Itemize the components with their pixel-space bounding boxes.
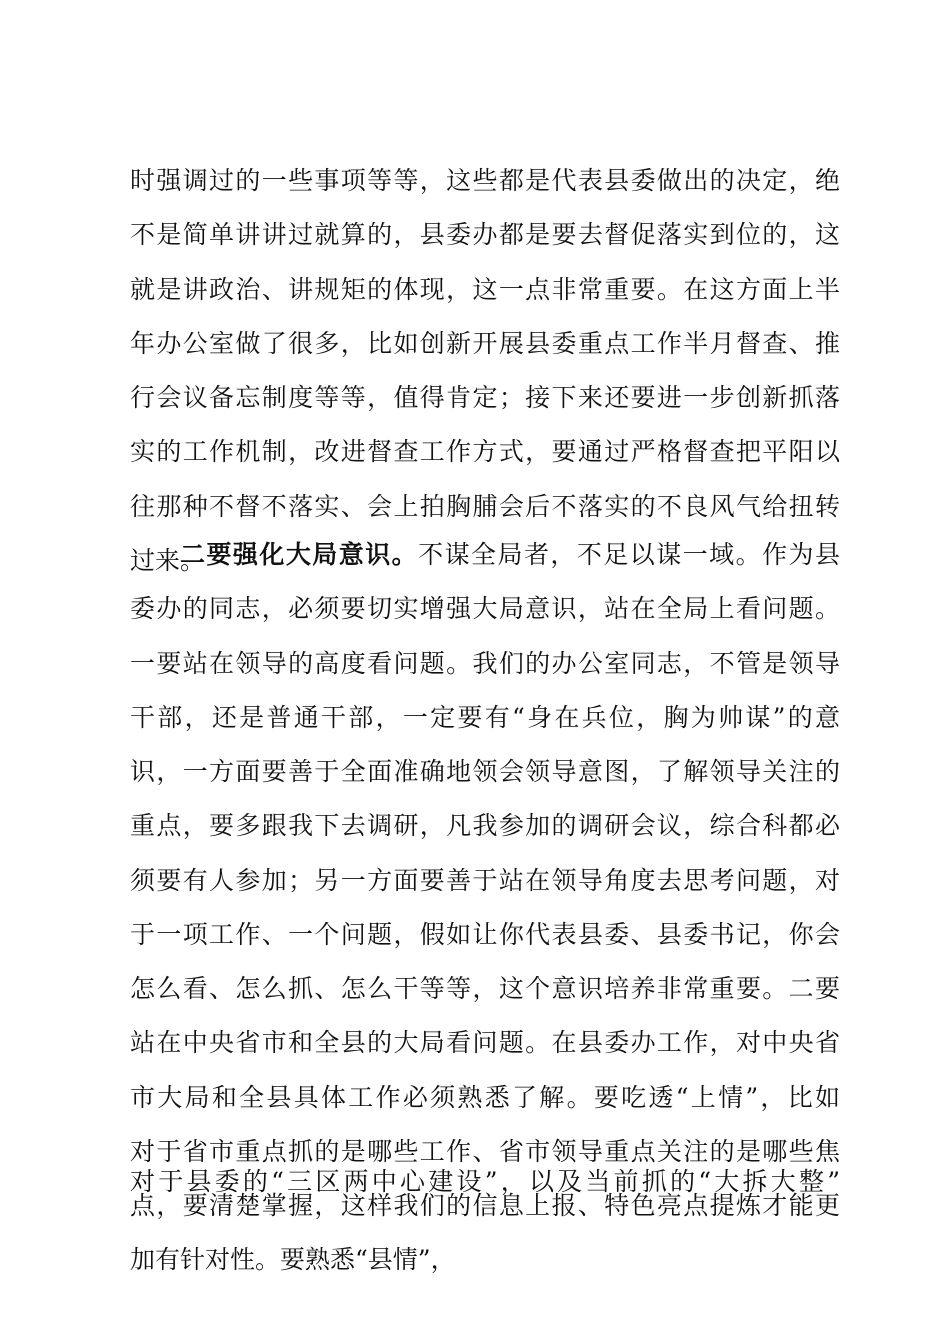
paragraph-line: 怎么看、怎么抓、怎么干等等，这个意识培养非常重要。二要 (130, 974, 840, 1003)
paragraph-line: 于一项工作、一个问题，假如让你代表县委、县委书记，你会 (130, 919, 840, 949)
paragraph-line: 过来。 (130, 545, 206, 575)
paragraph-line: 就是讲政治、讲规矩的体现，这一点非常重要。在这方面上半 (130, 274, 840, 304)
paragraph-line: 须要有人参加；另一方面要善于站在领导角度去思考问题，对 (130, 865, 840, 895)
paragraph-line: 时强调过的一些事项等等，这些都是代表县委做出的决定，绝 (130, 166, 840, 195)
paragraph-line: 干部，还是普通干部，一定要有“身在兵位，胸为帅谋”的意 (130, 702, 840, 732)
paragraph-line: 行会议备忘制度等等，值得肯定；接下来还要进一步创新抓落 (130, 383, 840, 412)
paragraph-line: 市大局和全县具体工作必须熟悉了解。要吃透“上情”，比如 (130, 1082, 840, 1112)
section-heading: 二要强化大局意识。 (180, 540, 419, 569)
paragraph-line: 实的工作机制，改进督查工作方式，要通过严格督查把平阳以 (130, 437, 840, 467)
paragraph-first-line (130, 528, 840, 582)
paragraph-continuation-line: 对于县委的“三区两中心建设”，以及当前抓的“大拆大整” (130, 1167, 840, 1196)
paragraph-line: 往那种不督不落实、会上拍胸脯会后不落实的不良风气给扭转 (130, 491, 840, 521)
paragraph-line: 识，一方面要善于全面准确地领会领导意图，了解领导关注的 (130, 757, 840, 786)
paragraph-line: 对于省市重点抓的是哪些工作、省市领导重点关注的是哪些焦 (130, 1136, 840, 1166)
paragraph-line: 年办公室做了很多，比如创新开展县委重点工作半月督查、推 (130, 328, 840, 358)
paragraph-line: 委办的同志，必须要切实增强大局意识，站在全局上看问题。 (130, 594, 840, 624)
paragraph-line: 站在中央省市和全县的大局看问题。在县委办工作，对中央省 (130, 1028, 840, 1058)
paragraph-1 (130, 154, 840, 588)
paragraph-line: 一要站在领导的高度看问题。我们的办公室同志，不管是领导 (130, 648, 840, 678)
paragraph-text: 不谋全局者，不足以谋一域。作为县 (418, 540, 840, 569)
paragraph-line: 加有针对性。要熟悉“县情”， (130, 1245, 456, 1275)
paragraph-line: 点，要清楚掌握，这样我们的信息上报、特色亮点提炼才能更 (130, 1191, 840, 1220)
paragraph-line: 不是简单讲讲过就算的，县委办都是要去督促落实到位的，这 (130, 220, 840, 250)
paragraph-line: 重点，要多跟我下去调研，凡我参加的调研会议，综合科都必 (130, 811, 840, 841)
